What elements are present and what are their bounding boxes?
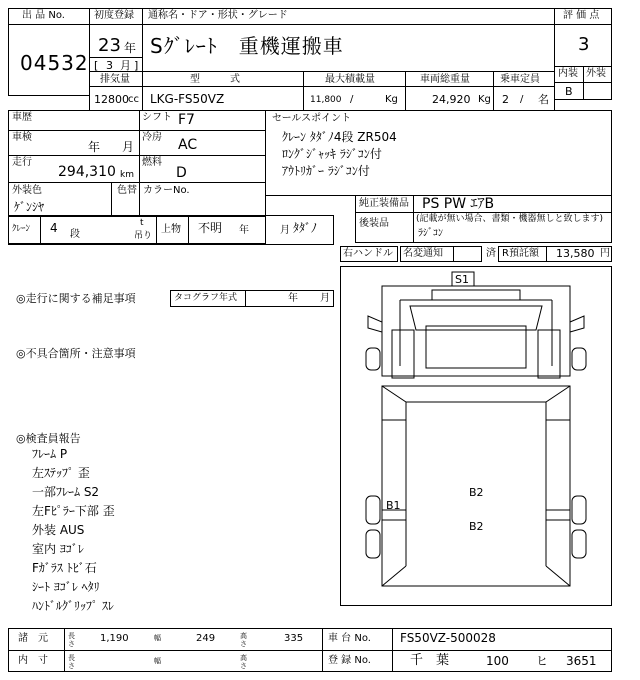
- load-label: 最大積載量: [325, 74, 375, 85]
- fuel-label: 燃料: [142, 157, 162, 168]
- upper-label: 上物: [161, 224, 181, 235]
- max-load-sep: /: [350, 94, 354, 105]
- in-width-label: 幅: [154, 657, 161, 665]
- right-door: [538, 330, 560, 378]
- height-value: 335: [284, 633, 304, 644]
- sales-point-1: ｸﾚｰﾝ ﾀﾀﾞﾉ4段 ZR504: [282, 130, 397, 144]
- mirror-right: [570, 316, 584, 332]
- equipment-label: 純正装備品: [359, 198, 409, 209]
- dims-label: 諸 元: [18, 633, 48, 644]
- recycle-label: 済: [486, 248, 496, 259]
- color-label: 外装色: [12, 185, 42, 196]
- inspector-item: Fｶﾞﾗｽ ﾄﾋﾞ石: [32, 561, 97, 575]
- crane-label: ｸﾚｰﾝ: [12, 224, 31, 234]
- color-value: ｹﾞﾝｼﾔ: [14, 200, 45, 214]
- crane-stages-unit: 段: [70, 229, 80, 240]
- model-desc-label: 通称名・ドア・形状・グレード: [148, 10, 288, 21]
- recycle-fee-value: 13,580: [556, 247, 595, 260]
- equipment-value: PS PW ｴｱB: [422, 196, 495, 212]
- inspector-item: 一部ﾌﾚｰﾑ S2: [32, 485, 100, 499]
- upper-month-unit: 月: [280, 225, 290, 236]
- ac-value: AC: [178, 137, 198, 153]
- first-reg-year: 23: [98, 35, 121, 56]
- capacity-label: 乗車定員: [500, 74, 540, 85]
- length-label: 長さ: [68, 632, 75, 648]
- reg-number: 3651: [566, 654, 597, 668]
- rear-wheel-left-1: [366, 496, 380, 524]
- mirror-left: [368, 316, 382, 332]
- cab-roof-lines: [400, 300, 552, 366]
- recycle-fee-label: R預託額: [502, 248, 539, 259]
- roof-visor: [432, 290, 520, 300]
- bed-side-lines: [382, 420, 570, 520]
- displacement-unit: cc: [128, 94, 139, 105]
- inspection-year-unit: 年: [88, 140, 101, 154]
- inspection-label: 車検: [12, 132, 32, 143]
- model-label: 型 式: [190, 74, 240, 85]
- first-reg-label: 初度登録: [94, 10, 134, 21]
- inspection-month-unit: 月: [122, 140, 135, 154]
- displacement-label: 排気量: [100, 74, 130, 85]
- inspector-item: 外装 AUS: [32, 523, 85, 537]
- mileage-value: 294,310: [58, 164, 116, 180]
- damage-mark: B2: [469, 520, 484, 533]
- max-load: 11,800: [310, 95, 342, 105]
- first-reg-month: 3: [106, 59, 113, 72]
- inspector-item: 室内 ﾖｺﾞﾚ: [32, 542, 84, 556]
- shift-value: F7: [178, 112, 195, 128]
- aftermarket-note: (記載が無い場合、書類・機器無しと致します): [416, 214, 604, 224]
- crane-tons-unit: t: [140, 218, 144, 228]
- damage-mark: B2: [469, 486, 484, 499]
- exterior-label: 外装: [586, 68, 606, 79]
- upper-maker: ﾀﾀﾞﾉ: [293, 221, 318, 235]
- recycle-fee-unit: 円: [600, 248, 610, 259]
- inspector-item: ﾌﾚｰﾑ P: [32, 447, 68, 461]
- model-code: LKG-FS50VZ: [150, 92, 225, 106]
- width-value: 249: [196, 633, 216, 644]
- inspector-item: 左ｽﾃｯﾌﾟ 歪: [32, 466, 90, 480]
- reg-class: 100: [486, 654, 509, 668]
- left-door: [392, 330, 414, 378]
- mileage-unit: km: [120, 170, 134, 180]
- defects-label: ◎不具合箇所・注意事項: [16, 347, 136, 360]
- damage-mark: S1: [455, 273, 469, 286]
- interior-grade: B: [565, 85, 573, 98]
- fuel-value: D: [176, 165, 187, 181]
- height-label: 高さ: [240, 632, 247, 648]
- gross-weight-unit: Kg: [478, 94, 491, 105]
- first-reg-year-unit: 年: [124, 41, 137, 55]
- color-code-label: カラーNo.: [143, 185, 190, 196]
- rear-wheel-left-2: [366, 530, 380, 558]
- damage-mark: B1: [386, 499, 401, 512]
- displacement-value: 12800: [94, 93, 129, 106]
- width-label: 幅: [154, 634, 161, 642]
- history-label: 車歴: [12, 112, 32, 123]
- upper-year-unit: 年: [239, 225, 249, 236]
- inspector-report-label: ◎検査員報告: [16, 432, 81, 445]
- color-change-label: 色替: [117, 185, 137, 196]
- tachograph-month-unit: 月: [320, 293, 330, 304]
- front-wheel-right: [572, 348, 586, 370]
- inspector-item: ﾊﾝﾄﾞﾙｸﾞﾘｯﾌﾟ ｽﾚ: [32, 599, 114, 613]
- first-reg-month-unit: 月: [120, 59, 131, 72]
- rear-wheel-right-1: [572, 496, 586, 524]
- inspector-item: ｼｰﾄ ﾖｺﾞﾚ ﾍﾀﾘ: [32, 580, 100, 594]
- sales-points-label: セールスポイント: [272, 113, 352, 124]
- cab-roof: [426, 326, 526, 368]
- rhd-label: 右ハンドル: [343, 248, 393, 259]
- sales-point-3: ｱｳﾄﾘｶﾞｰ ﾗｼﾞｺﾝ付: [282, 164, 370, 178]
- reg-area: 千 葉: [410, 653, 450, 668]
- length-value: 1,190: [100, 633, 129, 644]
- shift-label: シフト: [142, 112, 172, 123]
- capacity-sep: /: [520, 94, 524, 105]
- inspector-item: 左Fﾋﾟﾗｰ下部 歪: [32, 504, 115, 518]
- ac-label: 冷房: [142, 132, 162, 143]
- mileage-label: 走行: [12, 157, 32, 168]
- lot-no-label: 出 品 No.: [22, 10, 65, 21]
- reg-label: 登 録 No.: [328, 655, 371, 666]
- truck-diagram: [340, 266, 612, 606]
- first-reg-month-open: [: [94, 59, 99, 72]
- in-height-label: 高さ: [240, 654, 247, 670]
- crane-hook-unit: 吊り: [134, 231, 153, 241]
- front-wheel-left: [366, 348, 380, 370]
- rear-wheel-right-2: [572, 530, 586, 558]
- rating-value: 3: [578, 34, 590, 55]
- driving-notes-label: ◎走行に関する補足事項: [16, 292, 136, 305]
- aftermarket-label: 後装品: [359, 218, 389, 229]
- sales-point-2: ﾛﾝｸﾞｼﾞｬｯｷ ﾗｼﾞｺﾝ付: [282, 147, 382, 161]
- in-length-label: 長さ: [68, 654, 75, 670]
- chassis-label: 車 台 No.: [328, 633, 371, 644]
- model-name: Sｸﾞﾚｰﾄ 重機運搬車: [150, 34, 344, 58]
- gross-weight-label: 車両総重量: [420, 74, 470, 85]
- crane-stages: 4: [50, 221, 58, 235]
- reg-kana: ヒ: [536, 654, 549, 668]
- tachograph-year-unit: 年: [288, 293, 298, 304]
- capacity-unit: 名: [538, 93, 549, 106]
- aftermarket-value: ﾗｼﾞｺﾝ: [418, 228, 443, 239]
- rating-label: 評 価 点: [563, 10, 600, 21]
- interior-label: 内装: [558, 68, 578, 79]
- chassis-number: FS50VZ-500028: [400, 631, 496, 645]
- upper-value: 不明: [198, 221, 223, 235]
- gross-weight: 24,920: [432, 93, 471, 106]
- lot-number: 04532: [20, 51, 89, 75]
- capacity-value: 2: [502, 93, 509, 106]
- interior-dims-label: 内 寸: [18, 655, 48, 666]
- max-load-unit: Kg: [385, 94, 398, 105]
- first-reg-month-close: ]: [134, 59, 139, 72]
- name-change-label: 名変通知: [403, 248, 443, 259]
- tachograph-label: タコグラフ年式: [174, 293, 238, 303]
